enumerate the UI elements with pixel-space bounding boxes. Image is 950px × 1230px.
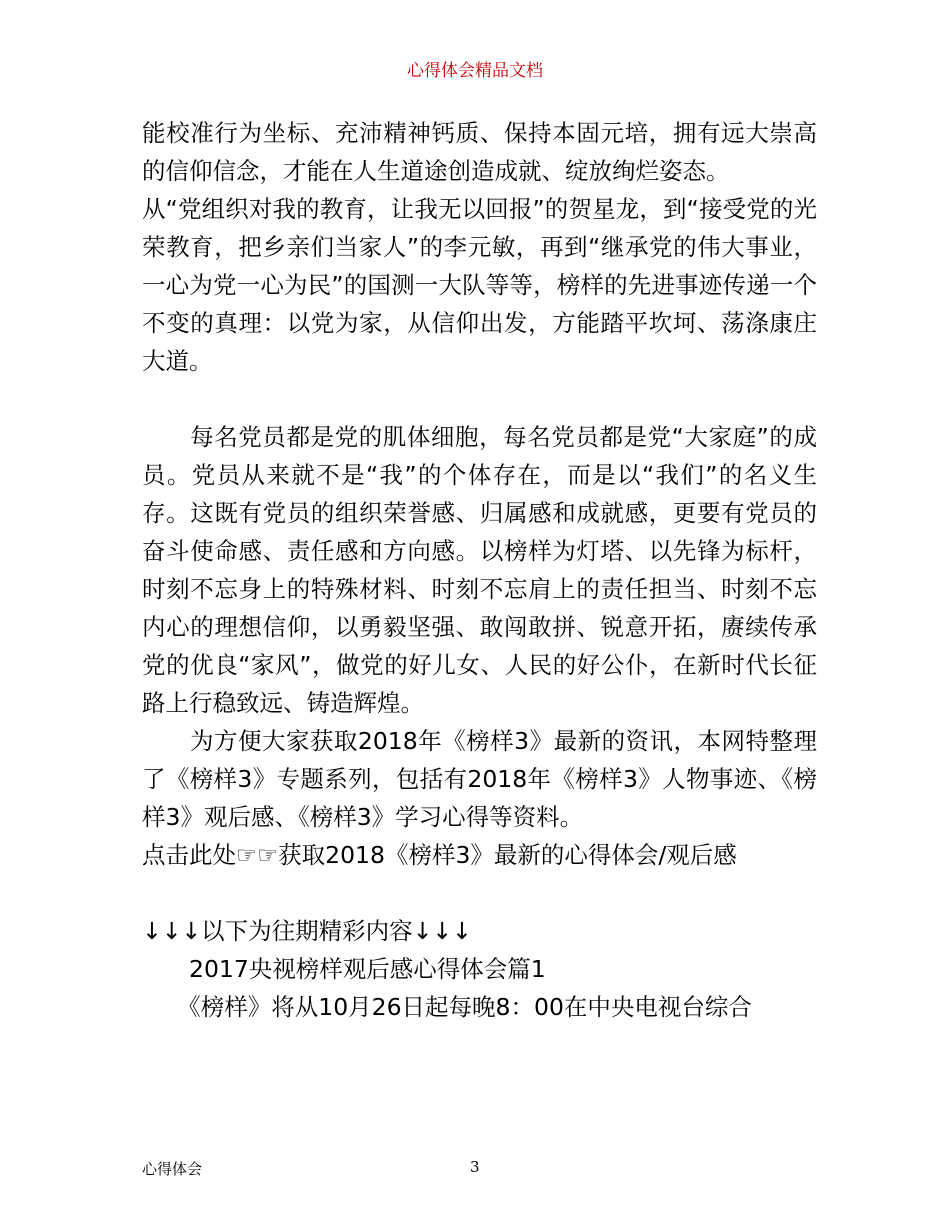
click-here-link[interactable]: 点击此处☞☞获取2018《榜样3》最新的心得体会/观后感 bbox=[142, 841, 737, 869]
paragraph-broadcast: 《榜样》将从10月26日起每晚8：00在中央电视台综合 bbox=[142, 993, 752, 1021]
section-heading: 2017央视榜样观后感心得体会篇1 bbox=[142, 955, 546, 983]
footer-label: 心得体会 bbox=[142, 1160, 203, 1178]
page-header-title: 心得体会精品文档 bbox=[407, 61, 543, 81]
paragraph-belief: 能校准行为坐标、充沛精神钙质、保持本固元培，拥有远大崇高的信仰信念，才能在人生道途创造成就、绽放绚烂姿态。 bbox=[142, 119, 817, 185]
blank-line bbox=[142, 874, 817, 912]
blank-line bbox=[142, 380, 817, 418]
page-number: 3 bbox=[470, 1158, 480, 1176]
paragraph-party-members: 每名党员都是党的肌体细胞，每名党员都是党“大家庭”的成员。党员从来就不是“我”的个体存在，而是以“我们”的名义生存。这既有党员的组织荣誉感、归属感和成就感，更要有党员的奋斗使命感、责任感和方向感。以榜样为灯塔、以先锋为标杆，时刻不忘身上的特殊材料、时刻不忘肩上的责任担当、时刻不忘内心的理想信仰，以勇毅坚强、敢闯敢拼、锐意开拓，赓续传承党的优良“家风”，做党的好儿女、人民的好公仆，在新时代长征路上行稳致远、铸造辉煌。 bbox=[142, 423, 817, 717]
document-body bbox=[142, 114, 817, 1026]
past-content-divider: ↓↓↓以下为往期精彩内容↓↓↓ bbox=[142, 917, 472, 945]
paragraph-examples: 从“党组织对我的教育，让我无以回报”的贺星龙，到“接受党的光荣教育，把乡亲们当家人”的李元敏，再到“继承党的伟大事业，一心为党一心为民”的国测一大队等等，榜样的先进事迹传递一个不变的真理：以党为家，从信仰出发，方能踏平坎坷、荡涤康庄大道。 bbox=[142, 195, 817, 375]
paragraph-series-intro: 为方便大家获取2018年《榜样3》最新的资讯，本网特整理了《榜样3》专题系列，包括有2018年《榜样3》人物事迹、《榜样3》观后感、《榜样3》学习心得等资料。 bbox=[142, 727, 817, 831]
